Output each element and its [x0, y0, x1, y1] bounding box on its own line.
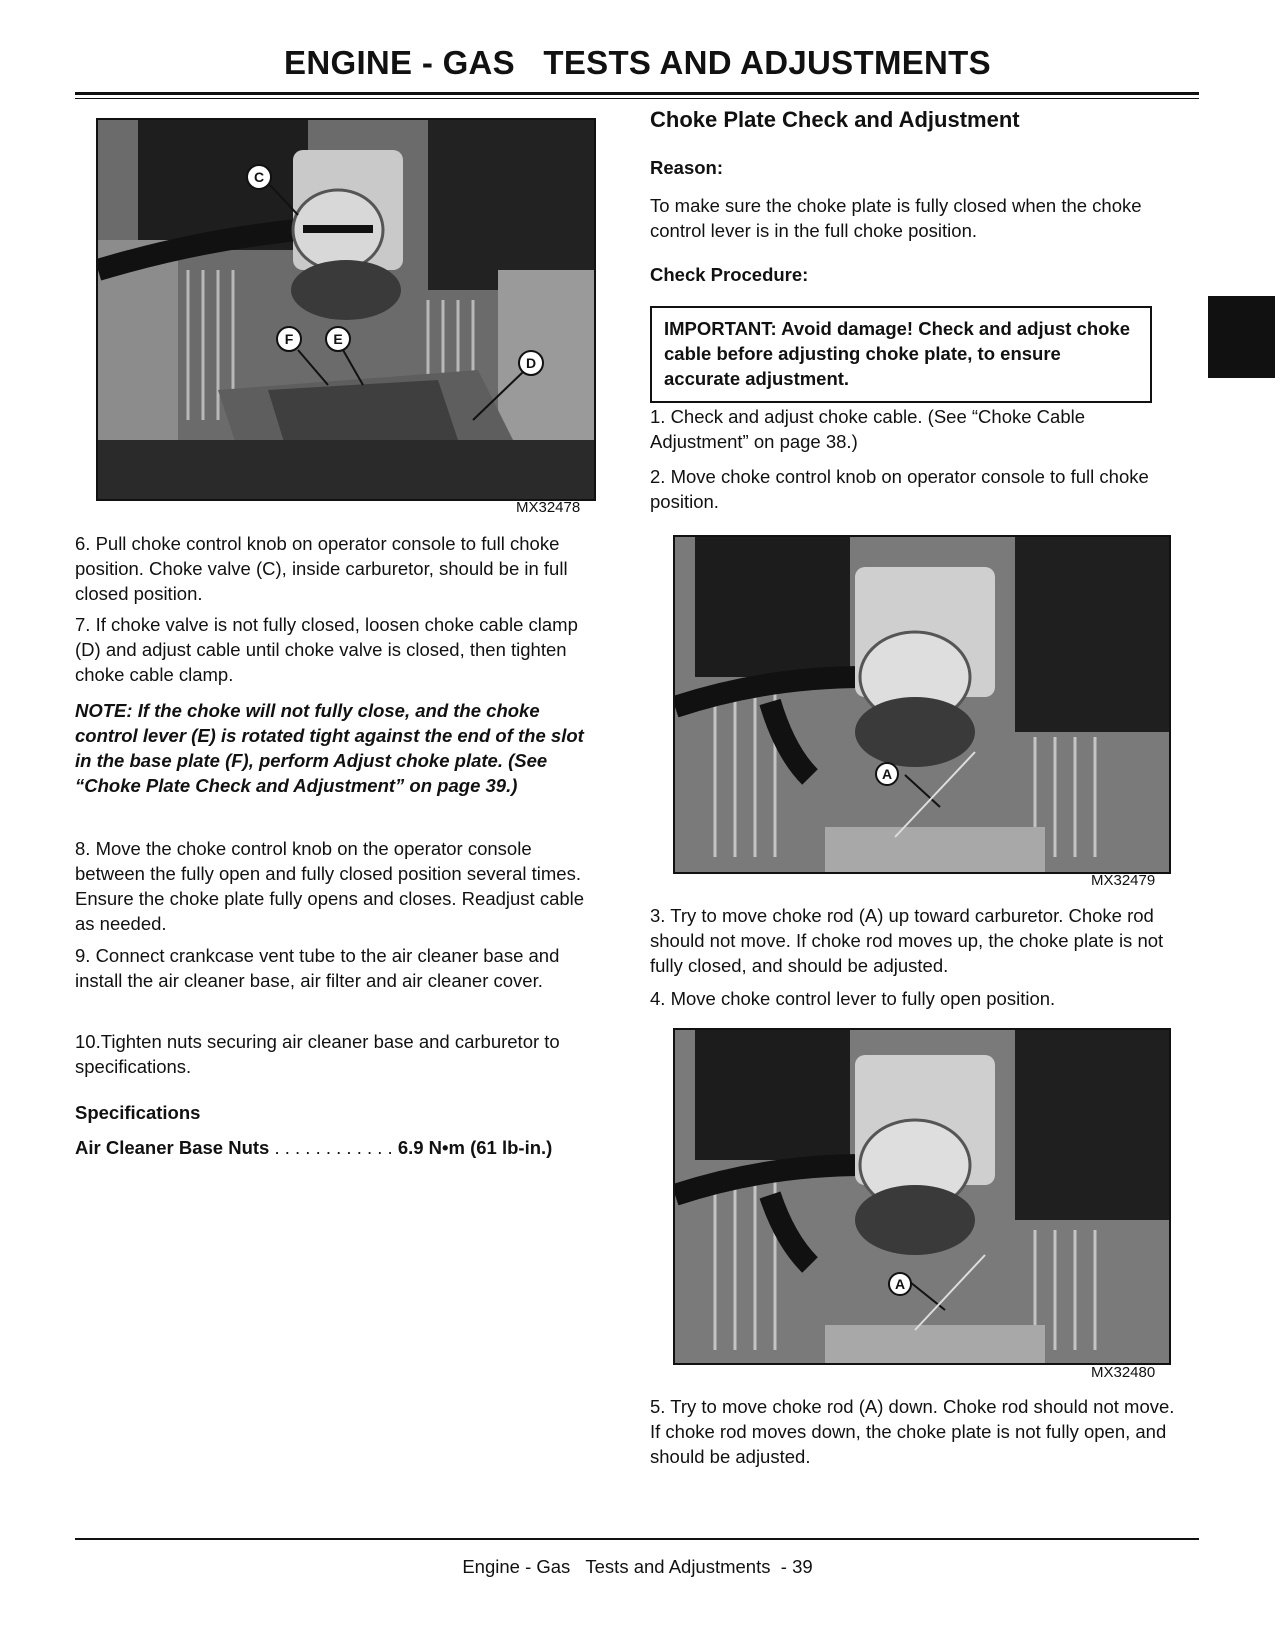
callout-f: F: [276, 326, 302, 352]
step-6: 6. Pull choke control knob on operator console to full choke position. Choke valve (C), inside carburetor, should be in full closed position.: [75, 533, 568, 604]
step-2: 2. Move choke control knob on operator console to full choke position.: [650, 466, 1149, 512]
spec-value: 6.9 N•m (61 lb-in.): [397, 1137, 553, 1158]
step-5: 5. Try to move choke rod (A) down. Choke rod should not move. If choke rod moves down, the choke plate is not fully open, and should be adjusted.: [650, 1396, 1175, 1467]
reason-heading: Reason:: [650, 157, 723, 178]
header-rule-thin: [75, 98, 1199, 99]
figure-choke-open: [673, 1028, 1171, 1365]
check-procedure-heading: Check Procedure:: [650, 264, 809, 285]
spec-row: [75, 1137, 552, 1159]
step-1: 1. Check and adjust choke cable. (See “Choke Cable Adjustment” on page 38.): [650, 406, 1086, 452]
figure-carburetor-overview: [96, 118, 596, 501]
step-4: 4. Move choke control lever to fully open position.: [650, 988, 1056, 1009]
figure-choke-closed: [673, 535, 1171, 874]
step-8: 8. Move the choke control knob on the operator console between the fully open and fully closed position several times. Ensure the choke plate fully opens and closes. Readjust cable as needed.: [75, 838, 585, 934]
figure-caption: MX32480: [1091, 1364, 1156, 1381]
step-9: 9. Connect crankcase vent tube to the air cleaner base and install the air cleaner base, air filter and air cleaner cover.: [75, 945, 560, 991]
figure-caption: MX32479: [1091, 872, 1156, 889]
callout-e: E: [325, 326, 351, 352]
callout-a: A: [888, 1272, 912, 1296]
specifications-heading: Specifications: [75, 1102, 201, 1123]
spec-label: Air Cleaner Base Nuts: [75, 1137, 270, 1158]
callout-d: D: [518, 350, 544, 376]
spec-leader-dots: . . . . . . . . . . . .: [269, 1137, 398, 1158]
section-tab-marker: [1208, 296, 1275, 378]
section-title: Choke Plate Check and Adjustment: [650, 107, 1020, 132]
page-title: ENGINE - GAS TESTS AND ADJUSTMENTS: [284, 44, 991, 81]
footer-rule: [75, 1538, 1199, 1540]
step-10: 10.Tighten nuts securing air cleaner base and carburetor to specifications.: [75, 1031, 560, 1077]
callout-c: C: [246, 164, 272, 190]
figure-caption: MX32478: [516, 499, 581, 516]
step-7: 7. If choke valve is not fully closed, loosen choke cable clamp (D) and adjust cable until choke valve is closed, then tighten choke cable clamp.: [75, 614, 578, 685]
reason-text: To make sure the choke plate is fully closed when the choke control lever is in the full choke position.: [650, 195, 1142, 241]
page-footer: Engine - Gas Tests and Adjustments - 39: [462, 1556, 813, 1577]
note-text: NOTE: If the choke will not fully close, and the choke control lever (E) is rotated tight against the end of the slot in the base plate (F), perform Adjust choke plate. (See “Choke Plate Check and Adjustment” on page 39.): [75, 700, 584, 796]
header-rule: [75, 92, 1199, 95]
step-3: 3. Try to move choke rod (A) up toward carburetor. Choke rod should not move. If choke rod moves up, the choke plate is not fully closed, and should be adjusted.: [650, 905, 1164, 976]
important-callout: IMPORTANT: Avoid damage! Check and adjust choke cable before adjusting choke plate, to ensure accurate adjustment.: [650, 306, 1152, 403]
callout-a: A: [875, 762, 899, 786]
